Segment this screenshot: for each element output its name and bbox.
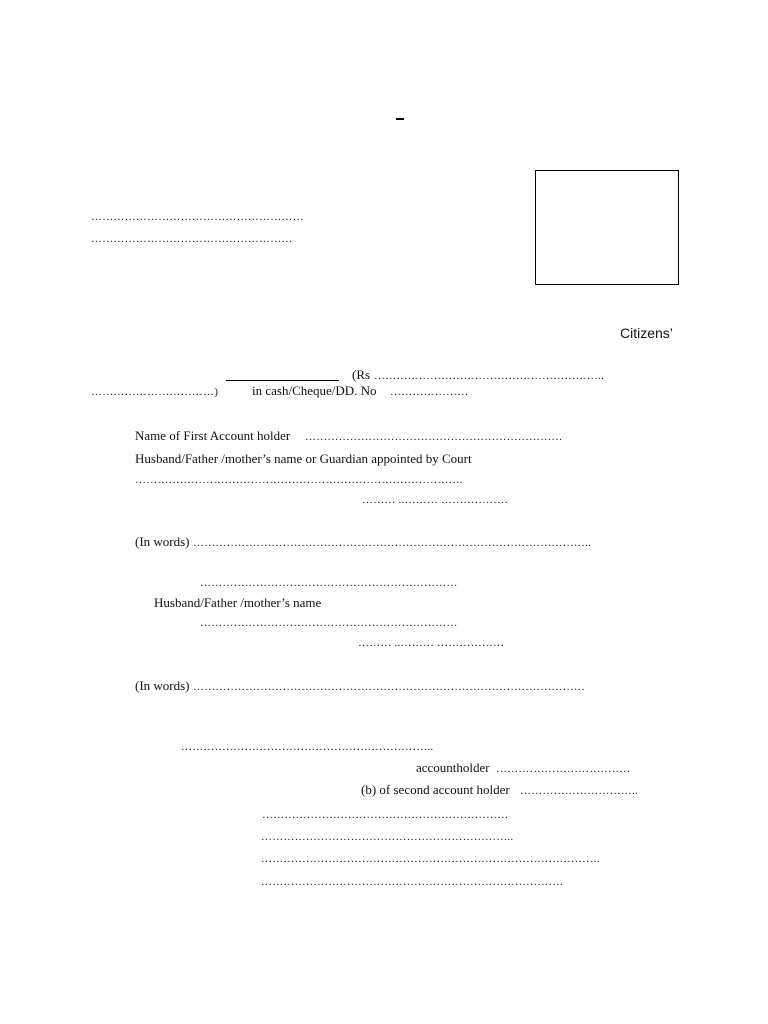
top-left-dotted-line-1: ………………………………………………… (91, 211, 304, 223)
accountholder-label: accountholder (416, 760, 490, 775)
accountholder-dots: ……………………………… (496, 763, 631, 775)
title-dash (396, 118, 404, 120)
guardian-dots: ……………………………………………………………………………. (135, 474, 463, 486)
address-line-4: ……………………………………………………………………… (261, 876, 564, 888)
in-words-2-dots: …………………………………………………………………………………………… (193, 681, 585, 693)
rs-dots: …………………………………………………….. (374, 370, 604, 382)
hfm-label: Husband/Father /mother’s name (154, 595, 322, 610)
address-line-2: ………………………………………………………….. (261, 831, 514, 843)
second-holder-label: (b) of second account holder (361, 782, 510, 797)
citizens-label: Citizens’ (620, 325, 673, 341)
address-line-3: ………………………………………………………………………………. (261, 853, 600, 865)
date-dots-2: ……… ..……… ……………… (358, 637, 505, 649)
first-holder-label: Name of First Account holder (135, 428, 291, 443)
amount-underline (226, 380, 339, 381)
in-words-2-label: (In words) (135, 678, 190, 693)
cash-dots: ……………………………) (91, 386, 219, 398)
rs-prefix: (Rs (352, 367, 371, 382)
cash-cheque-text: in cash/Cheque/DD. No (252, 383, 377, 398)
second-name-dots: …………………………………………………………… (200, 577, 458, 589)
in-words-1-label: (In words) (135, 534, 190, 549)
top-left-dotted-line-2: ……………………………………………… (91, 233, 293, 245)
cash-no-dots: ………………… (390, 386, 469, 398)
second-holder-dots: ………………………….. (520, 785, 638, 797)
signature-dots: ………………………………………………………….. (181, 741, 434, 753)
first-holder-dots: …………………………………………………………… (305, 431, 563, 443)
in-words-1-dots: …………………………………………………………………………………………….. (193, 537, 591, 549)
hfm-dots: …………………………………………………………… (200, 617, 458, 629)
address-line-1: ………………………………………………………… (262, 809, 509, 821)
photo-box (535, 170, 679, 285)
date-dots-1: ……… ..……… ……………… (362, 494, 509, 506)
guardian-label: Husband/Father /mother’s name or Guardian appointed by Court (135, 451, 472, 466)
